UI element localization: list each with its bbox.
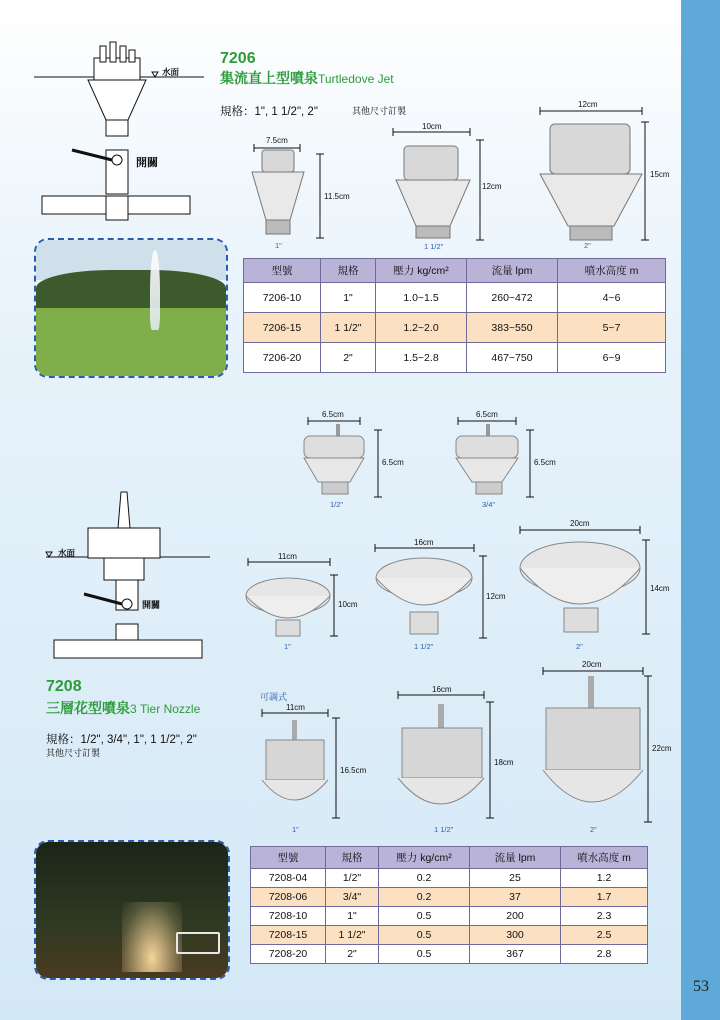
product-name-zh: 集流直上型噴泉 — [220, 70, 318, 86]
width-label: 7.5cm — [266, 136, 288, 145]
model-number-7206: 7206 — [220, 50, 256, 67]
table-cell: 7208-10 — [251, 907, 326, 926]
table-cell: 383~550 — [467, 313, 558, 343]
col-header-model: 型號 — [244, 259, 321, 283]
table-cell: 7206-15 — [244, 313, 321, 343]
table-cell: 2.3 — [561, 907, 648, 926]
col-header-pressure: 壓力 kg/cm² — [376, 259, 467, 283]
size-label: 1/2" — [330, 500, 344, 509]
height-label: 6.5cm — [534, 458, 556, 467]
width-label: 16cm — [414, 538, 434, 547]
height-label: 16.5cm — [340, 766, 367, 775]
table-cell: 6~9 — [558, 343, 666, 373]
table-cell: 1.2~2.0 — [376, 313, 467, 343]
width-label: 6.5cm — [322, 410, 344, 419]
col-header-spray-height: 噴水高度 m — [561, 847, 648, 869]
height-label: 6.5cm — [382, 458, 404, 467]
table-cell: 1" — [321, 283, 376, 313]
col-header-spray-height: 噴水高度 m — [558, 259, 666, 283]
width-label: 12cm — [578, 100, 598, 109]
size-label: 1" — [275, 241, 282, 250]
product-name-en: Turtledove Jet — [318, 72, 394, 86]
custom-note-7208: 其他尺寸訂製 — [46, 748, 101, 758]
col-header-flow: 流量 lpm — [467, 259, 558, 283]
table-cell: 0.5 — [379, 907, 470, 926]
nozzle-7208-20-adjustable-image — [543, 676, 643, 802]
night-fountain-photo — [34, 840, 230, 980]
nozzle-7206-15-image — [396, 146, 470, 238]
width-label: 11cm — [278, 552, 297, 561]
table-cell: 7208-15 — [251, 926, 326, 945]
table-cell: 7206-10 — [244, 283, 321, 313]
table-cell: 7206-20 — [244, 343, 321, 373]
nozzle-7208-04-image — [304, 424, 364, 494]
nozzle-7208-15-image — [376, 558, 472, 634]
nozzle-7208-15-adjustable-image — [398, 704, 484, 804]
table-cell: 2.8 — [561, 945, 648, 964]
table-cell: 7208-20 — [251, 945, 326, 964]
table-cell: 1.0~1.5 — [376, 283, 467, 313]
size-label: 1 1/2" — [414, 642, 434, 651]
nozzle-7206-1-image — [252, 150, 304, 234]
spec-table-7206 — [243, 258, 666, 373]
table-row — [244, 313, 666, 343]
height-label: 15cm — [650, 170, 670, 179]
col-header-pressure: 壓力 kg/cm² — [379, 847, 470, 869]
height-label: 14cm — [650, 584, 670, 593]
table-cell: 2.5 — [561, 926, 648, 945]
height-label: 12cm — [482, 182, 502, 191]
width-label: 6.5cm — [476, 410, 498, 419]
table-cell: 7208-06 — [251, 888, 326, 907]
spec-label-7206: 規格：1", 1 1/2", 2" — [220, 106, 318, 118]
width-label: 16cm — [432, 685, 452, 694]
col-header-model: 型號 — [251, 847, 326, 869]
height-label: 11.5cm — [324, 192, 350, 201]
width-label: 11cm — [286, 703, 305, 712]
table-cell: 0.5 — [379, 945, 470, 964]
table-cell: 0.2 — [379, 888, 470, 907]
nozzle-7208-10-adjustable-image — [262, 720, 328, 800]
nozzle-7208-20-image — [520, 542, 640, 632]
width-label: 20cm — [582, 660, 602, 669]
table-cell: 1.7 — [561, 888, 648, 907]
width-label: 20cm — [570, 519, 590, 528]
table-cell: 1.5~2.8 — [376, 343, 467, 373]
table-row — [251, 869, 648, 888]
table-cell: 37 — [470, 888, 561, 907]
col-header-size: 規格 — [321, 259, 376, 283]
size-label: 3/4" — [482, 500, 496, 509]
height-label: 10cm — [338, 600, 358, 609]
size-label: 2" — [590, 825, 597, 834]
spec-label-7208: 規格：1/2", 3/4", 1", 1 1/2", 2" — [46, 734, 197, 746]
nozzle-7206-20-image — [540, 124, 642, 240]
table-cell: 7208-04 — [251, 869, 326, 888]
model-number-7208: 7208 — [46, 678, 82, 695]
spec-table-7208 — [250, 846, 648, 964]
table-row — [244, 343, 666, 373]
adjustable-label: 可調式 — [260, 692, 288, 702]
col-header-flow: 流量 lpm — [470, 847, 561, 869]
table-row — [251, 945, 648, 964]
size-label: 1 1/2" — [424, 242, 444, 251]
table-cell: 367 — [470, 945, 561, 964]
table-row — [244, 283, 666, 313]
table-cell: 25 — [470, 869, 561, 888]
size-label: 2" — [576, 642, 583, 651]
custom-note-7206: 其他尺寸訂製 — [352, 106, 407, 116]
table-cell: 300 — [470, 926, 561, 945]
table-cell: 2" — [326, 945, 379, 964]
table-cell: 2" — [321, 343, 376, 373]
size-label: 1" — [284, 642, 291, 651]
water-surface-label-7208: 水面 — [58, 548, 76, 558]
table-cell: 0.5 — [379, 926, 470, 945]
size-label: 1 1/2" — [434, 825, 454, 834]
table-cell: 467~750 — [467, 343, 558, 373]
switch-label-7208: 開關 — [142, 600, 161, 610]
page-number: 53 — [693, 978, 709, 995]
table-cell: 4~6 — [558, 283, 666, 313]
table-cell: 1" — [326, 907, 379, 926]
width-label: 10cm — [422, 122, 442, 131]
nozzle-7208-10-image — [246, 578, 330, 636]
product-name-7206 — [220, 68, 394, 88]
product-name-zh: 三層花型噴泉 — [46, 700, 130, 716]
table-cell: 1.2 — [561, 869, 648, 888]
height-label: 18cm — [494, 758, 514, 767]
product-name-7208 — [46, 698, 200, 718]
table-cell: 1 1/2" — [326, 926, 379, 945]
table-cell: 1/2" — [326, 869, 379, 888]
nozzle-7208-06-image — [456, 424, 518, 494]
table-row — [251, 888, 648, 907]
table-cell: 0.2 — [379, 869, 470, 888]
product-name-en: 3 Tier Nozzle — [130, 702, 201, 716]
height-label: 12cm — [486, 592, 506, 601]
water-surface-label-7206: 水面 — [162, 67, 180, 77]
garden-fountain-photo — [34, 238, 228, 378]
table-cell: 3/4" — [326, 888, 379, 907]
col-header-size: 規格 — [326, 847, 379, 869]
table-cell: 5~7 — [558, 313, 666, 343]
table-row — [251, 907, 648, 926]
table-cell: 1 1/2" — [321, 313, 376, 343]
table-cell: 260~472 — [467, 283, 558, 313]
switch-label-7206: 開關 — [136, 157, 158, 169]
size-label: 1" — [292, 825, 299, 834]
height-label: 22cm — [652, 744, 672, 753]
table-cell: 200 — [470, 907, 561, 926]
table-row — [251, 926, 648, 945]
size-label: 2" — [584, 241, 591, 250]
